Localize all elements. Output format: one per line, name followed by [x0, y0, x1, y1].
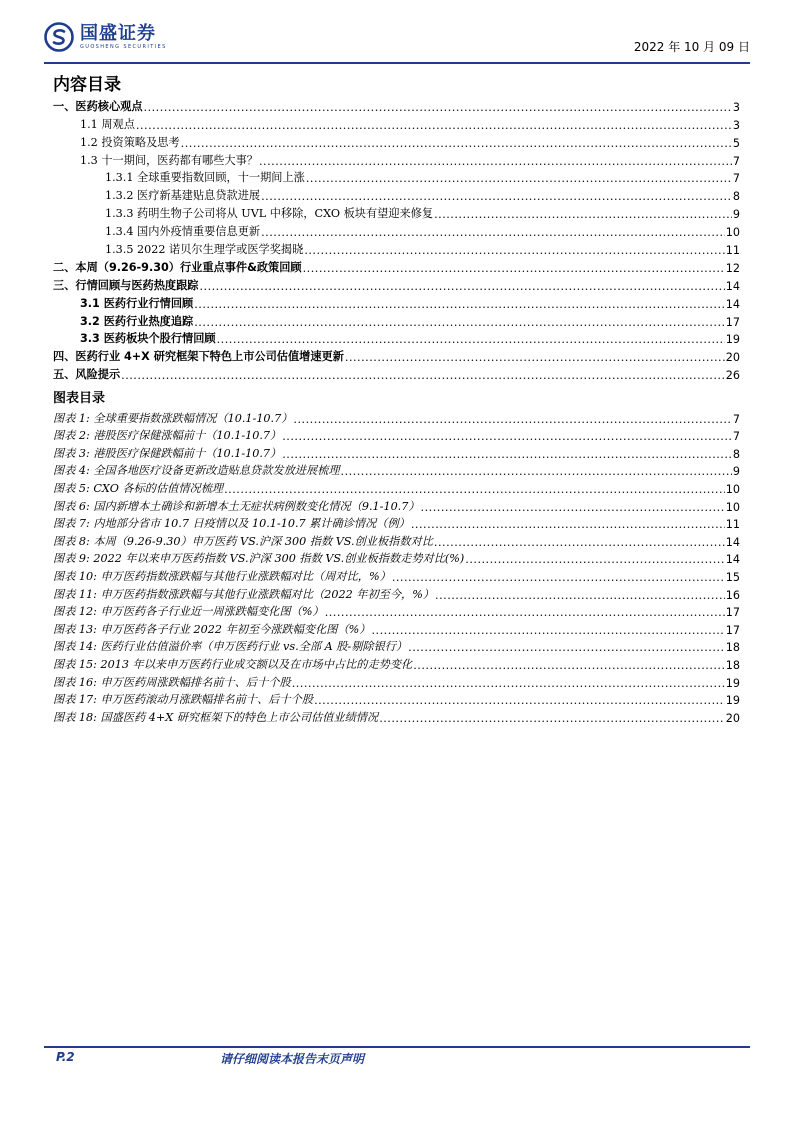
figure-entry-page: 7 — [732, 412, 740, 426]
figure-entry-label: 图表 4: 全国各地医疗设备更新改造贴息贷款发放进展梳理 — [53, 464, 340, 478]
figure-entry[interactable] — [53, 549, 740, 567]
figure-entry-page: 17 — [725, 606, 740, 620]
toc-entry[interactable] — [53, 239, 740, 257]
figure-entry-label: 图表 13: 申万医药各子行业 2022 年初至今涨跌幅变化图（%） — [53, 622, 371, 636]
figure-entry-page: 10 — [725, 482, 740, 496]
toc-entry-page: 12 — [725, 261, 740, 275]
toc-entry-label: 3.3 医药板块个股行情回顾 — [80, 332, 216, 346]
figure-entry-label: 图表 18: 国盛医药 4+X 研究框架下的特色上市公司估值业绩情况 — [53, 710, 379, 724]
figure-entry-label: 图表 17: 申万医药滚动月涨跌幅排名前十、后十个股 — [53, 693, 314, 707]
toc-entry-label: 一、医药核心观点 — [53, 99, 143, 113]
figure-entry-label: 图表 3: 港股医疗保健跌幅前十（10.1-10.7） — [53, 446, 282, 460]
figure-entry-label: 图表 16: 申万医药周涨跌幅排名前十、后十个股 — [53, 675, 291, 689]
dot-leader — [194, 299, 725, 311]
toc-entry[interactable] — [53, 311, 740, 329]
dot-leader — [413, 660, 725, 672]
toc-entry-page: 14 — [725, 279, 740, 293]
footer-divider — [44, 1046, 750, 1048]
figure-entry-label: 图表 5: CXO 各标的估值情况梳理 — [53, 481, 224, 495]
figure-entry-page: 9 — [732, 465, 740, 479]
toc-entry-label: 1.3.3 药明生物子公司将从 UVL 中移除，CXO 板块有望迎来修复 — [105, 207, 434, 221]
toc-entry-page: 3 — [732, 100, 740, 114]
dot-leader — [434, 209, 732, 221]
dot-leader — [303, 263, 725, 275]
toc-entry-label: 二、本周（9.26-9.30）行业重点事件&政策回顾 — [53, 260, 302, 274]
toc-entry-page: 3 — [732, 118, 740, 132]
brand-name-cn: 国盛证券 — [80, 22, 156, 44]
dot-leader — [136, 120, 732, 132]
figure-entry[interactable] — [53, 619, 740, 637]
footer-disclaimer: 请仔细阅读本报告末页声明 — [220, 1052, 365, 1066]
dot-leader — [435, 590, 725, 602]
page-header — [44, 18, 750, 60]
toc-entry-label: 五、风险提示 — [53, 368, 121, 382]
toc-entry[interactable] — [53, 257, 740, 275]
dot-leader — [325, 607, 725, 619]
figure-entry-label: 图表 11: 申万医药指数涨跌幅与其他行业涨跌幅对比（2022 年初至今，%） — [53, 587, 435, 601]
toc-entry[interactable] — [53, 150, 740, 168]
figure-entry[interactable] — [53, 566, 740, 584]
brand-name-en: GUOSHENG SECURITIES — [80, 43, 167, 50]
toc-entry-label: 1.3.5 2022 诺贝尔生理学或医学奖揭晓 — [105, 243, 304, 257]
figure-entry[interactable] — [53, 690, 740, 708]
figure-entry[interactable] — [53, 637, 740, 655]
toc-entry-label: 1.3 十一期间，医药都有哪些大事？ — [80, 153, 258, 167]
toc-entry-page: 19 — [725, 333, 740, 347]
figure-entry-label: 图表 6: 国内新增本土确诊和新增本土无症状病例数变化情况（9.1-10.7） — [53, 499, 420, 513]
toc-entry[interactable] — [53, 96, 740, 114]
toc-entry-label: 1.2 投资策略及思考 — [80, 135, 180, 149]
dot-leader — [224, 484, 725, 496]
figure-entry[interactable] — [53, 496, 740, 514]
figure-entry[interactable] — [53, 672, 740, 690]
figure-entry-page: 15 — [725, 570, 740, 584]
toc-entry[interactable] — [53, 114, 740, 132]
dot-leader — [261, 227, 725, 239]
toc-entry-page: 9 — [732, 208, 740, 222]
dot-leader — [217, 334, 725, 346]
dot-leader — [392, 572, 725, 584]
figure-entry-page: 20 — [725, 711, 740, 725]
dot-leader — [292, 678, 725, 690]
toc-entry-page: 26 — [725, 369, 740, 383]
dot-leader — [408, 642, 725, 654]
figure-entry-page: 10 — [725, 500, 740, 514]
figure-entry-page: 16 — [725, 588, 740, 602]
figure-entry-label: 图表 7: 内地部分省市 10.7 日疫情以及 10.1-10.7 累计确诊情况（例） — [53, 517, 410, 531]
toc-entry[interactable] — [53, 329, 740, 347]
brand-logo — [44, 22, 167, 52]
dot-leader — [371, 625, 724, 637]
toc-entry-label: 三、行情回顾与医药热度跟踪 — [53, 278, 199, 292]
figure-entry-page: 18 — [725, 658, 740, 672]
dot-leader — [421, 502, 725, 514]
figure-entry-label: 图表 1: 全球重要指数涨跌幅情况（10.1-10.7） — [53, 411, 293, 425]
figure-entry-page: 14 — [725, 553, 740, 567]
toc-entry[interactable] — [53, 132, 740, 150]
toc-entry[interactable] — [53, 185, 740, 203]
figure-entry-label: 图表 14: 医药行业估值溢价率（申万医药行业 vs.全部 A 股-剔除银行） — [53, 640, 408, 654]
dot-leader — [293, 414, 731, 426]
dot-leader — [411, 519, 725, 531]
figure-entry[interactable] — [53, 707, 740, 725]
figure-entry[interactable] — [53, 443, 740, 461]
dot-leader — [282, 431, 732, 443]
figure-entry-page: 19 — [725, 694, 740, 708]
toc-list — [53, 96, 740, 382]
dot-leader — [306, 173, 732, 185]
toc-entry-page: 17 — [725, 315, 740, 329]
toc-entry-label: 1.3.4 国内外疫情重要信息更新 — [105, 225, 261, 239]
dot-leader — [282, 449, 732, 461]
toc-entry-label: 3.1 医药行业行情回顾 — [80, 296, 194, 310]
figure-entry-page: 8 — [732, 447, 740, 461]
figure-entry[interactable] — [53, 461, 740, 479]
dot-leader — [121, 370, 725, 382]
dot-leader — [341, 466, 732, 478]
figure-entry[interactable] — [53, 584, 740, 602]
figure-entry-label: 图表 2: 港股医疗保健涨幅前十（10.1-10.7） — [53, 429, 282, 443]
dot-leader — [434, 537, 725, 549]
toc-entry-label: 3.2 医药行业热度追踪 — [80, 314, 194, 328]
dot-leader — [261, 191, 732, 203]
figure-entry-label: 图表 10: 申万医药指数涨跌幅与其他行业涨跌幅对比（周对比，%） — [53, 569, 391, 583]
toc-entry-label: 1.3.2 医疗新基建贴息贷款进展 — [105, 189, 261, 203]
figure-entry-page: 7 — [732, 430, 740, 444]
dot-leader — [144, 102, 732, 114]
toc-entry-page: 5 — [732, 136, 740, 150]
toc-entry[interactable] — [53, 293, 740, 311]
dot-leader — [379, 713, 725, 725]
toc-entry-page: 10 — [725, 226, 740, 240]
dot-leader — [345, 352, 725, 364]
figure-entry-label: 图表 8: 本周（9.26-9.30）申万医药 VS.沪深 300 指数 VS.创业板指数对比 — [53, 534, 433, 548]
page-number: P.2 — [56, 1050, 75, 1064]
toc-entry[interactable] — [53, 364, 740, 382]
figure-entry[interactable] — [53, 531, 740, 549]
toc-entry-label: 1.3.1 全球重要指数回顾，十一期间上涨 — [105, 171, 305, 185]
dot-leader — [304, 245, 724, 257]
dot-leader — [259, 156, 732, 168]
figures-list — [53, 408, 740, 725]
figure-entry[interactable] — [53, 426, 740, 444]
toc-entry-page: 8 — [732, 190, 740, 204]
toc-entry[interactable] — [53, 346, 740, 364]
figure-entry-label: 图表 15: 2013 年以来申万医药行业成交额以及在市场中占比的走势变化 — [53, 657, 413, 671]
dot-leader — [199, 281, 724, 293]
figure-entry-page: 18 — [725, 641, 740, 655]
figure-entry[interactable] — [53, 478, 740, 496]
toc-entry-page: 11 — [725, 244, 740, 258]
figure-entry[interactable] — [53, 408, 740, 426]
toc-entry-page: 20 — [725, 351, 740, 365]
toc-entry-label: 四、医药行业 4+X 研究框架下特色上市公司估值增速更新 — [53, 350, 344, 364]
figure-entry[interactable] — [53, 654, 740, 672]
figures-title: 图表目录 — [53, 391, 106, 406]
dot-leader — [194, 317, 725, 329]
toc-entry[interactable] — [53, 275, 740, 293]
toc-entry[interactable] — [53, 168, 740, 186]
header-divider — [44, 62, 750, 64]
figure-entry-page: 17 — [725, 623, 740, 637]
toc-entry-label: 1.1 周观点 — [80, 117, 135, 131]
figure-entry[interactable] — [53, 514, 740, 532]
figure-entry-page: 11 — [725, 518, 740, 532]
toc-entry-page: 7 — [732, 154, 740, 168]
toc-entry-page: 7 — [732, 172, 740, 186]
toc-entry[interactable] — [53, 221, 740, 239]
figure-entry-page: 19 — [725, 676, 740, 690]
dot-leader — [465, 554, 724, 566]
toc-entry[interactable] — [53, 203, 740, 221]
figure-entry-page: 14 — [725, 535, 740, 549]
dot-leader — [181, 138, 732, 150]
figure-entry-label: 图表 9: 2022 年以来申万医药指数 VS.沪深 300 指数 VS.创业板指数走势对比(%) — [53, 552, 465, 566]
figure-entry-label: 图表 12: 申万医药各子行业近一周涨跌幅变化图（%） — [53, 605, 324, 619]
toc-entry-page: 14 — [725, 297, 740, 311]
figure-entry[interactable] — [53, 602, 740, 620]
report-date: 2022 年 10 月 09 日 — [633, 40, 750, 54]
toc-title: 内容目录 — [53, 75, 121, 95]
guosheng-logo-icon — [44, 22, 74, 52]
dot-leader — [314, 695, 725, 707]
